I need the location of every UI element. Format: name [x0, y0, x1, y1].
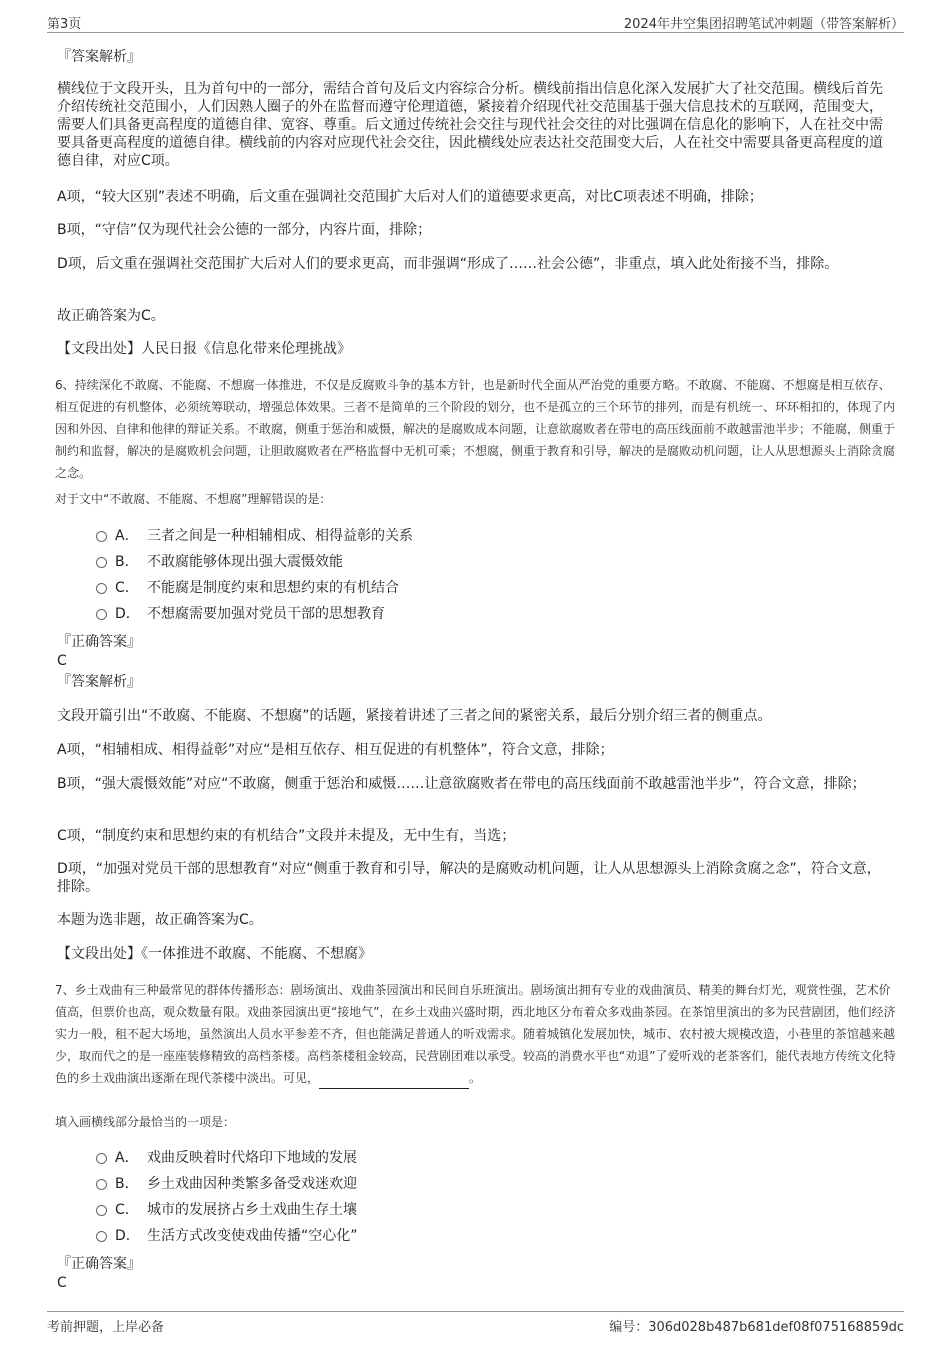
q6-option-c-analysis: C项，“制度约束和思想约束的有机结合”文段并未提及，无中生有，当选；: [57, 828, 516, 844]
q7-option-a[interactable]: A． 戏曲反映着时代烙印下地域的发展: [96, 1149, 357, 1167]
q7-correct-label: 『正确答案』: [57, 1256, 141, 1272]
q6-option-a[interactable]: A． 三者之间是一种相辅相成、相得益彰的关系: [96, 527, 413, 545]
q6-option-a-analysis: A项，“相辅相成、相得益彰”对应“是相互依存、相互促进的有机整体”，符合文意，排除；: [57, 742, 614, 758]
radio-icon[interactable]: [96, 1231, 107, 1242]
q5-analysis-label: 『答案解析』: [57, 49, 141, 65]
q6-conclusion: 本题为选非题，故正确答案为C。: [57, 912, 263, 928]
q6-analysis-text: 文段开篇引出“不敢腐、不能腐、不想腐”的话题，紧接着讲述了三者之间的紧密关系，最后分别介绍三者的侧重点。: [57, 708, 772, 724]
radio-icon[interactable]: [96, 583, 107, 594]
q5-conclusion: 故正确答案为C。: [57, 308, 165, 324]
q6-correct-label: 『正确答案』: [57, 634, 141, 650]
q6-stem: 6、持续深化不敢腐、不能腐、不想腐一体推进，不仅是反腐败斗争的基本方针，也是新时代全面从严治党的重要方略。不敢腐、不能腐、不想腐是相互依存、相互促进的有机整体，必须统筹联动，增强总体效果。三者不是简单的三个阶段的划分，也不是孤立的三个环节的排列，而是有机统一、环环相扣的，体现了内因和外因、自律和他律的辩证关系。不敢腐，侧重于惩治和威慑，解决的是腐败成本问题，让意欲腐败者在带电的高压线面前不敢越雷池半步；不能腐，侧重于制约和监督，解决的是腐败机会问题，让胆敢腐败者在严格监督中无机可乘；不想腐，侧重于教育和引导，解决的是腐败动机问题，让人从思想源头上消除贪腐之念。: [55, 378, 896, 480]
radio-icon[interactable]: [96, 1153, 107, 1164]
q5-option-b-analysis: B项，“守信”仅为现代社会公德的一部分，内容片面，排除；: [57, 222, 432, 238]
q7-option-d[interactable]: D． 生活方式改变使戏曲传播“空心化”: [96, 1227, 358, 1245]
document-code: 编号：306d028b487b681def08f075168859dc: [609, 1320, 904, 1335]
q6-option-d-analysis: D项，“加强对党员干部的思想教育”对应“侧重于教育和引导，解决的是腐败动机问题，让人从思想源头上消除贪腐之念”，符合文意，排除。: [57, 861, 881, 895]
q5-source: 【文段出处】人民日报《信息化带来伦理挑战》: [57, 341, 351, 357]
q7-correct-answer: C: [57, 1275, 67, 1291]
q5-option-d-analysis: D项，后文重在强调社交范围扩大后对人们的要求更高，而非强调“形成了……社会公德”，非重点，填入此处衔接不当，排除。: [57, 256, 839, 272]
radio-icon[interactable]: [96, 1179, 107, 1190]
page-header: [47, 10, 904, 33]
q7-option-c[interactable]: C． 城市的发展挤占乡土戏曲生存土壤: [96, 1201, 357, 1219]
footer-slogan: 考前押题，上岸必备: [47, 1320, 165, 1335]
q6-analysis-label: 『答案解析』: [57, 674, 141, 690]
q5-option-a-analysis: A项，“较大区别”表述不明确，后文重在强调社交范围扩大后对人们的道德要求更高，对比C项表述不明确，排除；: [57, 189, 763, 205]
q7-option-b[interactable]: B． 乡土戏曲因种类繁多备受戏迷欢迎: [96, 1175, 357, 1193]
q5-analysis-text: 横线位于文段开头，且为首句中的一部分，需结合首句及后文内容综合分析。横线前指出信息化深入发展扩大了社交范围。横线后首先介绍传统社交范围小，人们因熟人圈子的外在监督而遵守伦理道德，紧接着介绍现代社交范围基于强大信息技术的互联网，范围变大，需要人们具备更高程度的道德自律、宽容、尊重。后文通过传统社会交往与现代社会交往的对比强调在信息化的影响下，人在社交中需要具备更高程度的道德自律。横线前的内容对应现代社会交往，因此横线处应表达社交范围变大后，人在社交中需要具备更高程度的道德自律，对应C项。: [57, 81, 883, 169]
page-footer: [47, 1311, 904, 1338]
q6-question: 对于文中“不敢腐、不能腐、不想腐”理解错误的是：: [55, 492, 332, 506]
q6-source: 【文段出处】《一体推进不敢腐、不能腐、不想腐》: [57, 946, 372, 962]
radio-icon[interactable]: [96, 531, 107, 542]
radio-icon[interactable]: [96, 1205, 107, 1216]
radio-icon[interactable]: [96, 609, 107, 620]
q6-correct-answer: C: [57, 653, 67, 669]
answer-blank: [319, 1076, 469, 1089]
q6-option-b-analysis: B项，“强大震慑效能”对应“不敢腐，侧重于惩治和威慑……让意欲腐败者在带电的高压线面前不敢越雷池半步”，符合文意，排除；: [57, 776, 866, 792]
q6-option-c[interactable]: C． 不能腐是制度约束和思想约束的有机结合: [96, 579, 399, 597]
q7-question: 填入画横线部分最恰当的一项是：: [55, 1115, 236, 1129]
radio-icon[interactable]: [96, 557, 107, 568]
page-number: 第3页: [47, 17, 82, 32]
q6-option-d[interactable]: D． 不想腐需要加强对党员干部的思想教育: [96, 605, 385, 623]
document-title: 2024年井空集团招聘笔试冲刺题（带答案解析）: [623, 17, 904, 32]
q6-option-b[interactable]: B． 不敢腐能够体现出强大震慑效能: [96, 553, 343, 571]
q7-stem: 7、乡土戏曲有三种最常见的群体传播形态：剧场演出、戏曲茶园演出和民间自乐班演出。剧场演出拥有专业的戏曲演员、精美的舞台灯光，观赏性强，艺术价值高，但票价也高，观众数量有限。戏曲茶园演出更“接地气”，在乡土戏曲兴盛时期，西北地区分布着众多戏曲茶园。在茶馆里演出的多为民营剧团，他们经济实力一般，租不起大场地，虽然演出人员水平参差不齐，但也能满足普通人的听戏需求。随着城镇化发展加快，城市、农村被大规模改造，小巷里的茶馆越来越少，取而代之的是一座座装修精致的高档茶楼。高档茶楼租金较高，民营剧团难以承受。较高的消费水平也“劝退”了爱听戏的老茶客们，能代表地方传统文化特色的乡土戏曲演出逐渐在现代茶楼中淡出。可见， 。: [55, 979, 900, 1089]
